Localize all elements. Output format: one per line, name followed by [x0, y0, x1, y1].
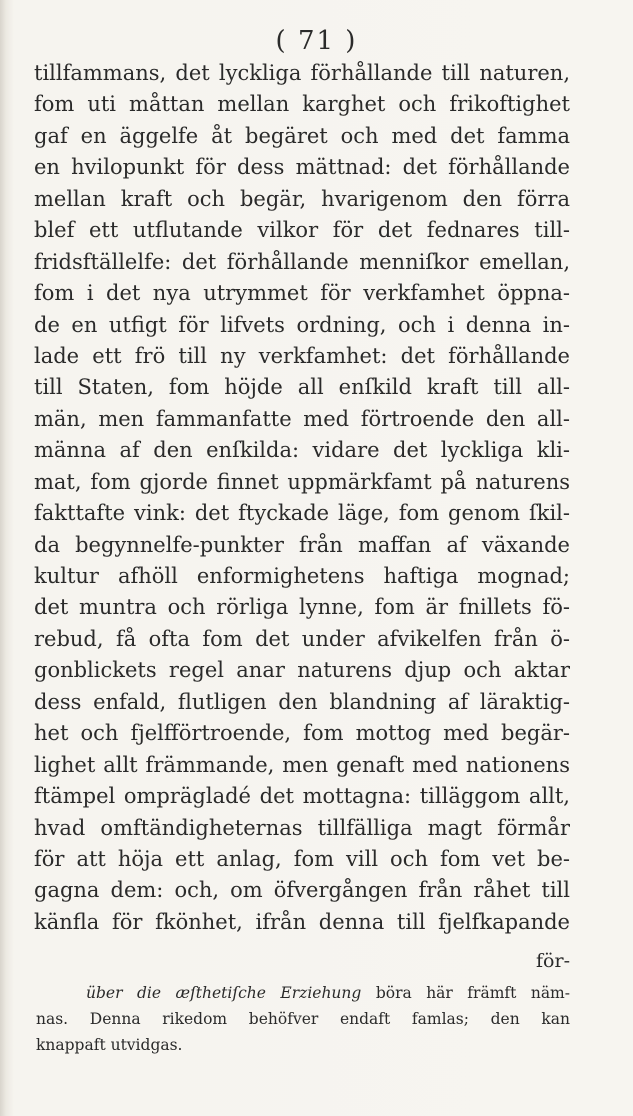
text-line: mellan kraft och begär, hvarigenom den förra — [34, 186, 570, 211]
footnote — [36, 980, 570, 1058]
footnote-line: nas. Denna rikedom behöfver endaft famlas; den kan — [36, 1010, 570, 1028]
text-line: tillfammans, det lyckliga förhållande till naturen, — [34, 61, 570, 85]
text-line: gonblickets regel anar naturens djup och aktar — [34, 658, 570, 683]
text-line: män, men fammanfatte med förtroende den all- — [34, 406, 570, 431]
text-line: hvad omftändigheternas tillfälliga magt förmår — [34, 815, 570, 840]
text-line: het och fjelfförtroende, fom mottog med begär- — [34, 721, 570, 746]
text-line: fakttafte vink: det ftyckade läge, fom genom ſkil- — [34, 501, 570, 526]
text-line: rebud, få ofta fom det under afvikelfen från ö- — [34, 626, 570, 651]
text-line: en hvilopunkt för dess mättnad: det förhållande — [34, 155, 570, 180]
text-line: kultur afhöll enformighetens haftiga mognad; — [34, 564, 570, 588]
catchword: för- — [536, 950, 570, 972]
text-line: det muntra och rörliga lynne, fom är fnillets fö- — [34, 595, 570, 620]
text-line: dess enfald, flutligen den blandning af läraktig- — [34, 689, 570, 714]
text-line: gaf en äggelfe åt begäret och med det famma — [34, 123, 570, 148]
text-line: känfla för fkönhet, ifrån denna till fjelfkapande — [34, 909, 570, 934]
text-line: för att höja ett anlag, fom vill och fom vet be- — [34, 846, 570, 871]
text-line: gagna dem: och, om öfvergången från råhet till — [34, 878, 570, 903]
footnote-line — [86, 980, 570, 1006]
footnote-text: böra här främft näm- — [375, 984, 570, 1002]
text-line: fom uti måttan mellan karghet och frikoftighet — [34, 92, 570, 117]
text-line: da begynnelfe-punkter från maffan af växande — [34, 532, 570, 557]
text-line: ftämpel omprägladé det mottagna: tilläggom allt, — [34, 784, 570, 809]
text-line: fridsftällelfe: det förhållande menniſkor emellan, — [34, 249, 570, 274]
text-line: lighet allt främmande, men genaft med nationens — [34, 752, 570, 777]
text-line: blef ett utflutande vilkor för det fednares till- — [34, 218, 570, 243]
body-text — [34, 58, 570, 938]
footnote-title: über die æſthetiſche Erziehung — [86, 984, 362, 1002]
text-line: männa af den enſkilda: vidare det lyckliga kli- — [34, 438, 570, 463]
page-number: ( 71 ) — [275, 26, 358, 56]
text-line: lade ett frö till ny verkfamhet: det förhållande — [34, 343, 570, 368]
text-line: de en utfigt för lifvets ordning, och i denna in- — [34, 312, 570, 337]
text-line: fom i det nya utrymmet för verkfamhet öppna- — [34, 281, 570, 306]
text-line: till Staten, fom höjde all enſkild kraft till all- — [34, 375, 570, 400]
text-line: mat, fom gjorde finnet uppmärkfamt på naturens — [34, 469, 570, 494]
footnote-line: knappaft utvidgas. — [36, 1036, 183, 1054]
